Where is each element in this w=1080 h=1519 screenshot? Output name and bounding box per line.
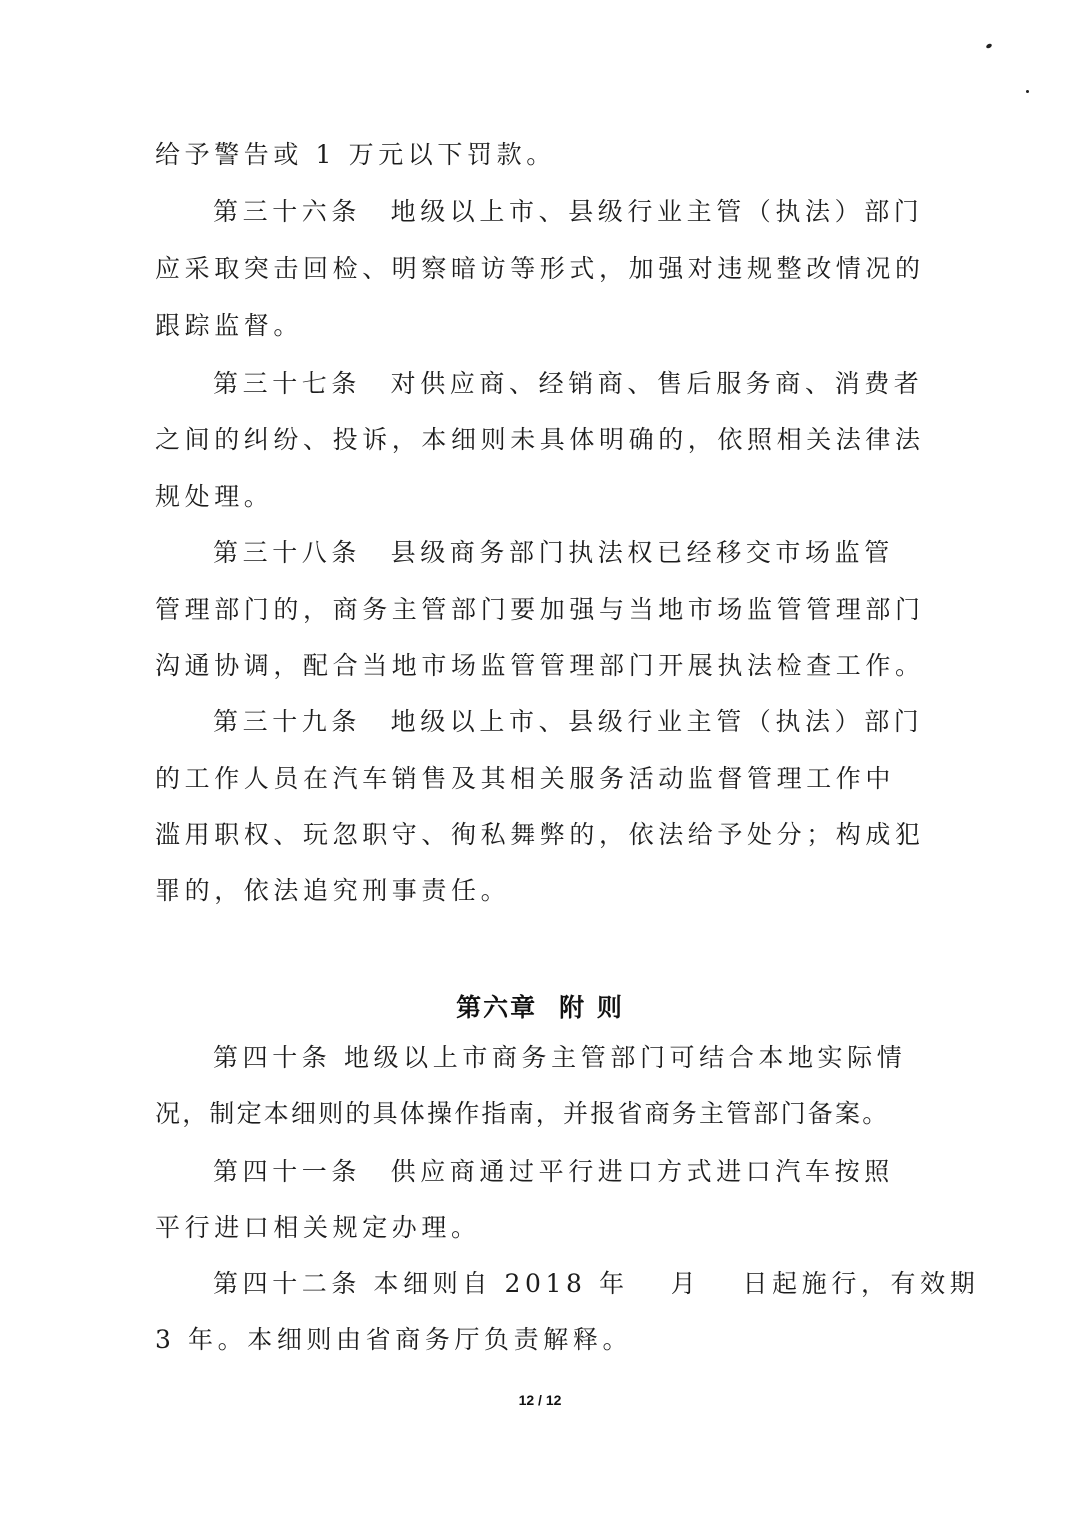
text-line: 管理部门的，商务主管部门要加强与当地市场监管管理部门	[155, 595, 925, 624]
text-line: 滥用职权、玩忽职守、徇私舞弊的，依法给予处分；构成犯	[155, 820, 925, 849]
text-line: 应采取突击回检、明察暗访等形式，加强对违规整改情况的	[155, 254, 925, 283]
article-39-heading-line: 第三十九条 地级以上市、县级行业主管（执法）部门	[213, 707, 924, 736]
text-line: 规处理。	[155, 482, 274, 511]
chapter-heading	[0, 988, 1080, 1028]
text-line: 的工作人员在汽车销售及其相关服务活动监督管理工作中	[155, 764, 896, 793]
text-line: 况，制定本细则的具体操作指南，并报省商务主管部门备案。	[155, 1099, 890, 1128]
text-line: 罪的，依法追究刑事责任。	[155, 876, 511, 905]
chapter-title: 附 则	[559, 993, 624, 1022]
scan-speck	[1026, 90, 1029, 93]
article-40-heading-line: 第四十条 地级以上市商务主管部门可结合本地实际情	[213, 1043, 907, 1072]
article-36-heading-line: 第三十六条 地级以上市、县级行业主管（执法）部门	[213, 197, 924, 226]
article-42-heading-line: 第四十二条 本细则自 2018 年 月 日起施行，有效期	[213, 1269, 980, 1298]
page-number: 12 / 12	[518, 1392, 562, 1408]
chapter-number: 第六章	[456, 993, 538, 1022]
scan-speck	[985, 43, 992, 49]
article-37-heading-line: 第三十七条 对供应商、经销商、售后服务商、消费者	[213, 369, 924, 398]
text-line: 给予警告或 1 万元以下罚款。	[155, 140, 556, 169]
article-41-heading-line: 第四十一条 供应商通过平行进口方式进口汽车按照	[213, 1157, 894, 1186]
text-line: 跟踪监督。	[155, 311, 304, 340]
text-line: 3 年。本细则由省商务厅负责解释。	[155, 1325, 633, 1354]
text-line: 平行进口相关规定办理。	[155, 1213, 481, 1242]
text-line: 沟通协调，配合当地市场监管管理部门开展执法检查工作。	[155, 651, 925, 680]
text-line: 之间的纠纷、投诉，本细则未具体明确的，依照相关法律法	[155, 425, 925, 454]
article-38-heading-line: 第三十八条 县级商务部门执法权已经移交市场监管	[213, 538, 894, 567]
